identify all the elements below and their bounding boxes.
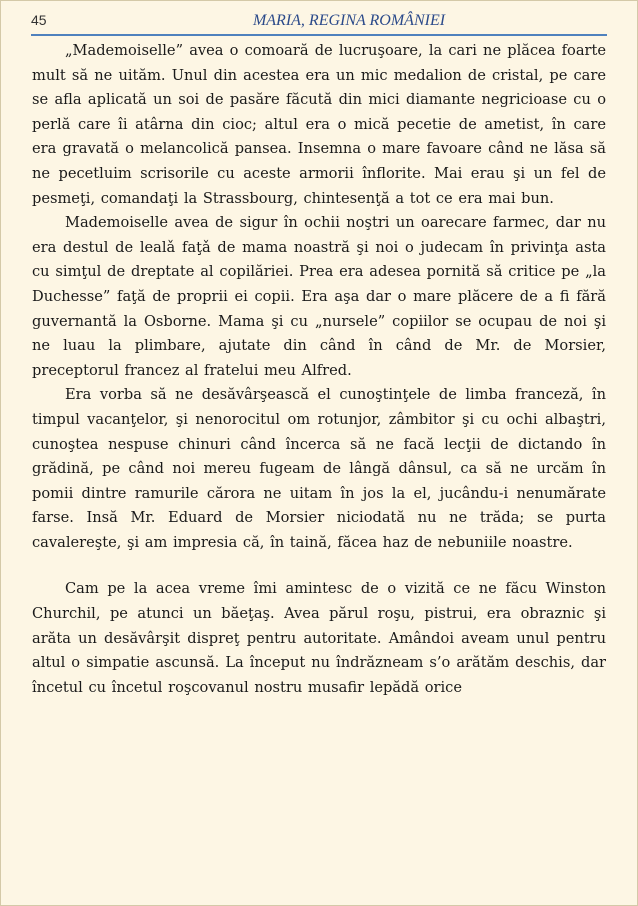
paragraph: Cam pe la acea vreme îmi amintesc de o vizită ce ne făcu Winston Churchil, pe atunci un băeţaş. Avea părul roşu, pistrui, era obraznic şi arăta un desăvârşit dispreţ pentru autoritate. Amândoi aveam unul pentru altul o simpatie ascunsă. La început nu îndrăzneam s’o arătăm deschis, dar încetul cu încetul roşcovanul nostru musafir lepădă orice (32, 580, 606, 696)
paragraph: Era vorba să ne desăvârşească el cunoştinţele de limba franceză, în timpul vacanţelor, şi nenorocitul om rotunjor, zâmbitor şi cu ochi albaştri, cunoştea nespuse chinuri când încerca să ne facă lecţii de dictando în grădină, pe când noi mereu fugeam de lângă dânsul, ca să ne urcăm în pomii dintre ramurile cărora ne uitam în jos la el, jucându-i nenumărate farse. Insă Mr. Eduard de Morsier niciodată nu ne trăda; se purta cavalereşte, şi am impresia că, în taină, făcea haz de nebuniile noastre. (32, 386, 606, 551)
section-gap (32, 555, 606, 577)
paragraph: „Mademoiselle” avea o comoară de lucruşoare, la cari ne plăcea foarte mult să ne uităm. Unul din acestea era un mic medalion de cristal, pe care se afla aplicată un soi de pasăre făcută din mici diamante negricioase cu o perlă care îi atârna din cioc; altul era o mică pecetie de ametist, în care era gravată o melancolică pansea. Insemna o mare favoare când ne lăsa să ne pecetluim scrisorile cu aceste armorii înflorite. Mai erau şi un fel de pesmeţi, comandaţi la Strassbourg, chintesenţă a tot ce era mai bun. (32, 42, 606, 207)
paragraph: Mademoiselle avea de sigur în ochii noştri un oarecare farmec, dar nu era destul de lealǎ faţǎ de mama noastră şi noi o judecam în privinţa asta cu simţul de dreptate al copilăriei. Prea era adesea pornită să critice pe „la Duchesse” faţă de proprii ei copii. Era aşa dar o mare plăcere de a fi fără guvernantă la Osborne. Mama şi cu „nursele” copiilor se ocupau de noi şi ne luau la plimbare, ajutate din când în când de Mr. de Morsier, preceptorul francez al fratelui meu Alfred. (32, 214, 606, 379)
header-rule (31, 34, 607, 36)
body-text (32, 39, 606, 700)
running-title: MARIA, REGINA ROMÂNIEI (252, 12, 446, 29)
page-number: 45 (31, 12, 47, 28)
